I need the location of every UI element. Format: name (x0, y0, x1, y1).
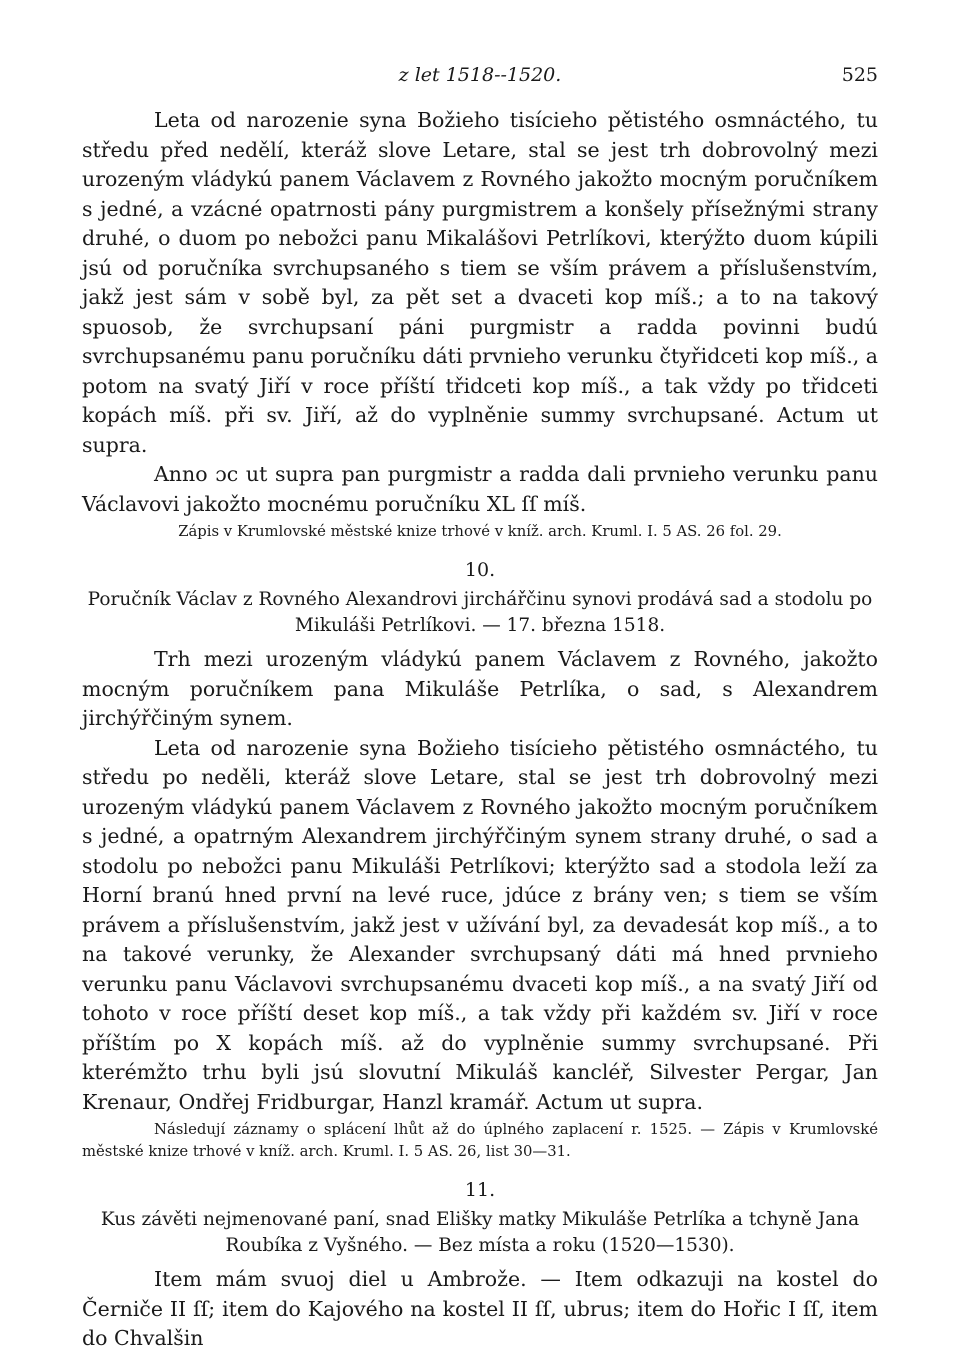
section-number: 11. (464, 1179, 496, 1201)
section-number: 10. (464, 559, 496, 581)
entry-paragraph: Leta od narozenie syna Božieho tisícieho pětistého osmnáctého, tu středu po neděli, kteráž slove Letare, stal se jest trh dobrovolný mezi urozeným vládykú panem Václavem z Rovného jakožto mocným poručníkem s jedné, a opatrným Alexandrem jirchýřčiným synem strany druhé, o sad a stodolu po nebožci panu Mikuláši Petrlíkovi; kterýžto sad a stodola leží za Horní branú hned první na levé ruce, jdúce z brány ven; s tiem se vším právem a příslušenstvím, jakž jest v užívání byl, za devadesát kop míš., a to na takové verunky, že Alexander svrchupsaný dáti má hned prvnieho verunku panu Václavovi svrchupsanému dvaceti kop míš., a na svatý Jiří od tohoto v roce příští deset kop míš., a tak vždy při každém sv. Jiří v roce příštím po X kopách míš. až do vyplněnie summy svrchupsané. Při kterémžto trhu byli jsú slovutní Mikuláš kancléř, Silvester Pergar, Jan Krenaur, Ondřej Fridburgar, Hanzl kramář. Actum ut supra. (82, 735, 878, 1114)
running-head: z let 1518--1520. (398, 64, 562, 86)
entry-paragraph: Anno ɔc ut supra pan purgmistr a radda dali prvnieho verunku panu Václavovi jakožto mocnému poručníku XL ſſ míš. (82, 462, 878, 516)
source-note: Následují záznamy o splácení lhůt až do úplného zaplacení r. 1525. — Zápis v Krumlovské městské knize trhové v kníž. arch. Kruml. I. 5 AS. 26, list 30—31. (82, 1121, 878, 1160)
entry-paragraph: Leta od narozenie syna Božieho tisícieho pětistého osmnáctého, tu středu před nedělí, kteráž slove Letare, stal se jest trh dobrovolný mezi urozeným vládykú panem Václavem z Rovného jakožto mocným poručníkem s jedné, a vzácné opatrnosti pány purgmistrem a konšely přísežnými strany druhé, o duom po nebožci panu Mikalášovi Petrlíkovi, kterýžto duom kúpili jsú od poručníka svrchupsaného s tiem se vším právem a příslušenstvím, jakž jest sám v sobě byl, za pět set a dvaceti kop míš.; a to na takový spuosob, že svrchupsaní páni purgmistr a radda povinni budú svrchupsanému panu poručníku dáti prvnieho verunku čtyřidceti kop míš., a potom na svatý Jiří v roce příští třidceti kop míš., a tak vždy po třidceti kopách míš. při sv. Jiří, až do vyplněnie summy svrchupsané. Actum ut supra. (82, 108, 878, 457)
entry-paragraph: Trh mezi urozeným vládykú panem Václavem z Rovného, jakožto mocným poručníkem pana Mikuláše Petrlíka, o sad, s Alexandrem jirchýřčiným synem. (82, 647, 878, 730)
page-header (82, 64, 878, 88)
page-body (82, 106, 878, 1354)
section-title: Poručník Václav z Rovného Alexandrovi jirchářčinu synovi prodává sad a stodolu po Mikuláši Petrlíkovi. — 17. března 1518. (87, 589, 873, 636)
page-number: 525 (841, 64, 878, 86)
section-title: Kus závěti nejmenované paní, snad Elišky matky Mikuláše Petrlíka a tchyně Jana Roubíka z Vyšného. — Bez místa a roku (1520—1530). (100, 1209, 860, 1256)
entry-paragraph: Item mám svuoj diel u Ambrože. — Item odkazuji na kostel do Černiče II ſſ; item do Kajového na kostel II ſſ, ubrus; item do Hořic I ſſ, item do Chvalšin (82, 1267, 878, 1350)
source-note: Zápis v Krumlovské městské knize trhové v kníž. arch. Kruml. I. 5 AS. 26 fol. 29. (178, 523, 782, 540)
